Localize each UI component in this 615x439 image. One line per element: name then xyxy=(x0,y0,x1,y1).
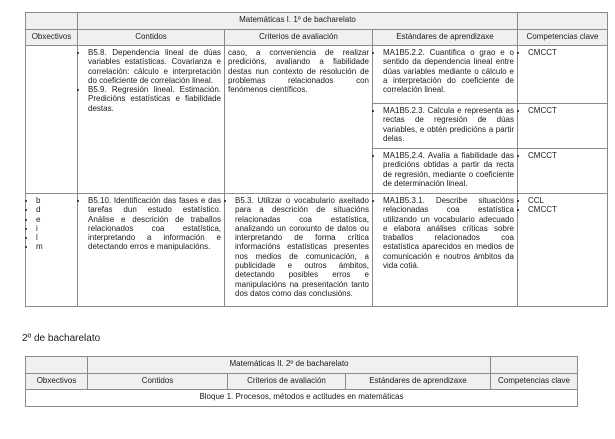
criterio-text: caso, a conveniencia de realizar predicións, avaliando a fiabilidade destas nun contexto de resolución de problemas relacionados con fenómenos científicos. xyxy=(228,48,369,95)
competencias-cell xyxy=(518,149,608,194)
competencia-item: • CMCCT xyxy=(528,106,604,115)
obxectivo-item: • d xyxy=(36,205,74,214)
obxectivo-item: • i xyxy=(36,224,74,233)
standard-cell xyxy=(373,149,518,194)
competencias-cell xyxy=(518,104,608,149)
competencia-item: • CCL xyxy=(528,196,604,205)
criterio-cell xyxy=(225,194,373,307)
list-item: • B5.10. Identificación das fases e das tarefas dun estudo estatístico. Análise e descrición de traballos relacionados coa estatística, interpretando a información e detectando erros e manipulacións. xyxy=(88,196,221,252)
obxectivos-cell xyxy=(26,46,78,194)
standard-text: • MA1B5.2.4. Avalía a fiabilidade das predicións obtidas a partir da recta de regresión, mediante o coeficiente de determinación lineal. xyxy=(383,151,514,188)
table-title-spacer xyxy=(518,13,608,30)
curriculum-table-2 xyxy=(25,356,578,407)
obxectivos-cell xyxy=(26,194,78,307)
criterio-cell xyxy=(225,46,373,194)
curriculum-table-1 xyxy=(25,12,608,307)
competencia-item: • CMCCT xyxy=(528,205,604,214)
column-header-competencias: Competencias clave xyxy=(491,374,578,390)
competencias-cell xyxy=(518,194,608,307)
obxectivo-item: • m xyxy=(36,242,74,251)
section-heading: 2º de bacharelato xyxy=(22,333,101,344)
table-title: Matemáticas II. 2º de bacharelato xyxy=(88,357,491,374)
table-title-spacer xyxy=(26,357,88,374)
table-title-spacer xyxy=(491,357,578,374)
criterio-text: • B5.3. Utilizar o vocabulario axeitado para a descrición de situacións relacionadas coa estatística, analizando un conxunto de datos ou interpretando de forma crítica informacións estatísticas presentes nos medios de comunicación, a publicidade e outros ámbitos, detectando posibles erros e manipulacións na presentación tanto dos datos como das conclusións. xyxy=(235,196,369,298)
column-header-estandares: Estándares de aprendizaxe xyxy=(373,30,518,46)
column-header-estandares: Estándares de aprendizaxe xyxy=(346,374,491,390)
list-item: • B5.9. Regresión lineal. Estimación. Predicións estatísticas e fiabilidade destas. xyxy=(88,85,221,113)
table-title: Matemáticas I. 1º de bacharelato xyxy=(78,13,518,30)
competencias-cell xyxy=(518,46,608,104)
table-title-spacer xyxy=(26,13,78,30)
obxectivo-item: • e xyxy=(36,215,74,224)
obxectivo-item: • b xyxy=(36,196,74,205)
contidos-cell xyxy=(78,194,225,307)
standard-text: • MA1B5.2.3. Calcula e representa as rectas de regresión de dúas variables, e obtén predicións a partir delas. xyxy=(383,106,514,143)
standard-text: • MA1B5.2.2. Cuantifica o grao e o sentido da dependencia lineal entre dúas variables mediante o cálculo e a interpretación do coeficiente de correlación lineal. xyxy=(383,48,514,94)
column-header-criterios: Criterios de avaliación xyxy=(228,374,346,390)
column-header-criterios: Criterios de avaliación xyxy=(225,30,373,46)
standard-text: • MA1B5.3.1. Describe situacións relacionadas coa estatística utilizando un vocabulario adecuado e elabora análises críticas sobre traballos relacionados coa estatística aparecidos en medios de comunicación e noutros ámbitos da vida cotiá. xyxy=(383,196,514,270)
list-item: • B5.8. Dependencia lineal de dúas variables estatísticas. Covarianza e correlación: cálculo e interpretación do coeficiente de correlación lineal. xyxy=(88,48,221,85)
column-header-obxectivos: Obxectivos xyxy=(26,374,88,390)
bloque-title: Bloque 1. Procesos, métodos e actitudes en matemáticas xyxy=(26,390,578,407)
standard-cell xyxy=(373,46,518,104)
column-header-obxectivos: Obxectivos xyxy=(26,30,78,46)
column-header-contidos: Contidos xyxy=(78,30,225,46)
competencia-item: • CMCCT xyxy=(528,151,604,160)
obxectivo-item: • l xyxy=(36,233,74,242)
column-header-contidos: Contidos xyxy=(88,374,228,390)
contidos-cell xyxy=(78,46,225,194)
competencia-item: • CMCCT xyxy=(528,48,604,57)
standard-cell xyxy=(373,194,518,307)
standard-cell xyxy=(373,104,518,149)
column-header-competencias: Competencias clave xyxy=(518,30,608,46)
